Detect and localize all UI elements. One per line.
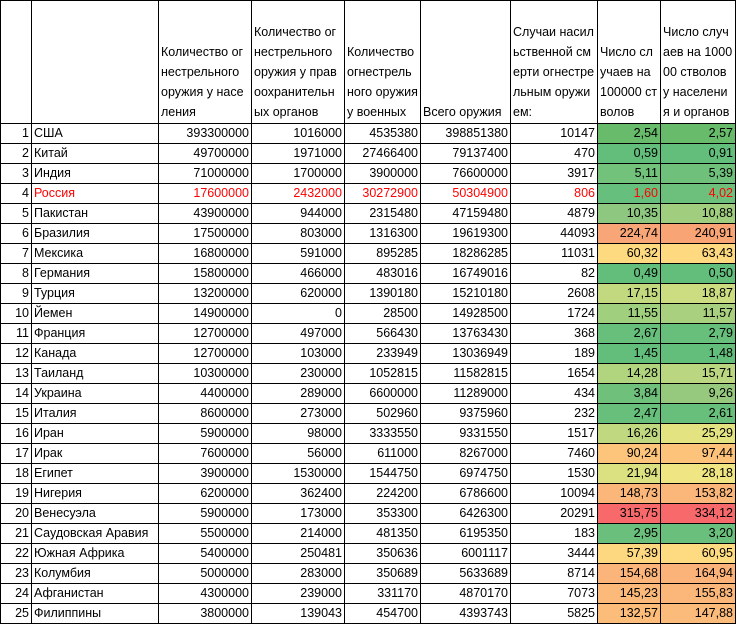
rate-total-cell[interactable]: 90,24 [598, 444, 661, 464]
police-guns-cell[interactable]: 289000 [252, 384, 345, 404]
rate-civ-police-cell[interactable]: 4,02 [661, 184, 736, 204]
civilian-guns-cell[interactable]: 17600000 [159, 184, 252, 204]
rate-civ-police-cell[interactable]: 2,57 [661, 124, 736, 144]
military-guns-cell[interactable]: 233949 [345, 344, 421, 364]
table-row [1, 124, 736, 144]
header-cell-military-guns[interactable]: Количество огнестрельного оружия у военных [345, 1, 421, 124]
table-row [1, 404, 736, 424]
rate-civ-police-cell[interactable]: 1,48 [661, 344, 736, 364]
country-cell[interactable]: Бразилия [32, 224, 159, 244]
civilian-guns-cell[interactable]: 14900000 [159, 304, 252, 324]
police-guns-cell[interactable]: 803000 [252, 224, 345, 244]
gun-deaths-cell[interactable]: 20291 [511, 504, 598, 524]
total-guns-cell[interactable]: 6195350 [421, 524, 511, 544]
gun-deaths-cell[interactable]: 10147 [511, 124, 598, 144]
total-guns-cell[interactable]: 16749016 [421, 264, 511, 284]
row-index-cell[interactable]: 16 [1, 424, 32, 444]
country-cell[interactable]: Филиппины [32, 604, 159, 624]
header-cell-index[interactable] [1, 1, 32, 124]
country-cell[interactable]: Ирак [32, 444, 159, 464]
total-guns-cell[interactable]: 6974750 [421, 464, 511, 484]
row-index-cell[interactable]: 4 [1, 184, 32, 204]
table-row [1, 504, 736, 524]
rate-total-cell[interactable]: 154,68 [598, 564, 661, 584]
total-guns-cell[interactable]: 11582815 [421, 364, 511, 384]
military-guns-cell[interactable]: 481350 [345, 524, 421, 544]
rate-civ-police-cell[interactable]: 5,39 [661, 164, 736, 184]
header-cell-gun-deaths[interactable]: Случаи насильственной смерти огнестрельным оружием: [511, 1, 598, 124]
header-cell-police-guns[interactable]: Количество огнестрельного оружия у правоохранительных органов [252, 1, 345, 124]
civilian-guns-cell[interactable]: 15800000 [159, 264, 252, 284]
table-row [1, 184, 736, 204]
police-guns-cell[interactable]: 1971000 [252, 144, 345, 164]
military-guns-cell[interactable]: 224200 [345, 484, 421, 504]
total-guns-cell[interactable]: 14928500 [421, 304, 511, 324]
row-index-cell[interactable]: 10 [1, 304, 32, 324]
total-guns-cell[interactable]: 18286285 [421, 244, 511, 264]
rate-civ-police-cell[interactable]: 97,44 [661, 444, 736, 464]
gun-deaths-cell[interactable]: 1517 [511, 424, 598, 444]
row-index-cell[interactable]: 15 [1, 404, 32, 424]
row-index-cell[interactable]: 1 [1, 124, 32, 144]
row-index-cell[interactable]: 23 [1, 564, 32, 584]
civilian-guns-cell[interactable]: 3900000 [159, 464, 252, 484]
rate-civ-police-cell[interactable]: 2,79 [661, 324, 736, 344]
table-row [1, 344, 736, 364]
rate-total-cell[interactable]: 14,28 [598, 364, 661, 384]
total-guns-cell[interactable]: 4870170 [421, 584, 511, 604]
rate-civ-police-cell[interactable]: 2,61 [661, 404, 736, 424]
gun-deaths-cell[interactable]: 1530 [511, 464, 598, 484]
row-index-cell[interactable]: 11 [1, 324, 32, 344]
rate-civ-police-cell[interactable]: 0,50 [661, 264, 736, 284]
gun-deaths-cell[interactable]: 3917 [511, 164, 598, 184]
military-guns-cell[interactable]: 331170 [345, 584, 421, 604]
row-index-cell[interactable]: 19 [1, 484, 32, 504]
table-row [1, 544, 736, 564]
police-guns-cell[interactable]: 944000 [252, 204, 345, 224]
military-guns-cell[interactable]: 895285 [345, 244, 421, 264]
total-guns-cell[interactable]: 4393743 [421, 604, 511, 624]
rate-civ-police-cell[interactable]: 155,83 [661, 584, 736, 604]
civilian-guns-cell[interactable]: 17500000 [159, 224, 252, 244]
rate-total-cell[interactable]: 2,95 [598, 524, 661, 544]
row-index-cell[interactable]: 5 [1, 204, 32, 224]
table-row [1, 564, 736, 584]
civilian-guns-cell[interactable]: 10300000 [159, 364, 252, 384]
table-row [1, 484, 736, 504]
row-index-cell[interactable]: 25 [1, 604, 32, 624]
police-guns-cell[interactable]: 2432000 [252, 184, 345, 204]
civilian-guns-cell[interactable]: 5900000 [159, 424, 252, 444]
rate-total-cell[interactable]: 11,55 [598, 304, 661, 324]
total-guns-cell[interactable]: 398851380 [421, 124, 511, 144]
total-guns-cell[interactable]: 5633689 [421, 564, 511, 584]
table-row [1, 524, 736, 544]
rate-total-cell[interactable]: 148,73 [598, 484, 661, 504]
gun-deaths-cell[interactable]: 7460 [511, 444, 598, 464]
row-index-cell[interactable]: 7 [1, 244, 32, 264]
police-guns-cell[interactable]: 56000 [252, 444, 345, 464]
country-cell[interactable]: Южная Африка [32, 544, 159, 564]
police-guns-cell[interactable]: 362400 [252, 484, 345, 504]
rate-total-cell[interactable]: 17,15 [598, 284, 661, 304]
rate-total-cell[interactable]: 132,57 [598, 604, 661, 624]
gun-deaths-cell[interactable]: 368 [511, 324, 598, 344]
table-row [1, 424, 736, 444]
header-cell-rate-total[interactable]: Число случаев на 100000 стволов [598, 1, 661, 124]
country-cell[interactable]: Афганистан [32, 584, 159, 604]
country-cell[interactable]: Канада [32, 344, 159, 364]
header-row [1, 1, 736, 124]
civilian-guns-cell[interactable]: 5500000 [159, 524, 252, 544]
rate-total-cell[interactable]: 5,11 [598, 164, 661, 184]
table-row [1, 444, 736, 464]
rate-total-cell[interactable]: 57,39 [598, 544, 661, 564]
gun-deaths-cell[interactable]: 434 [511, 384, 598, 404]
gun-deaths-cell[interactable]: 7073 [511, 584, 598, 604]
civilian-guns-cell[interactable]: 7600000 [159, 444, 252, 464]
total-guns-cell[interactable]: 79137400 [421, 144, 511, 164]
header-cell-total-guns[interactable]: Всего оружия [421, 1, 511, 124]
police-guns-cell[interactable]: 0 [252, 304, 345, 324]
rate-total-cell[interactable]: 0,49 [598, 264, 661, 284]
gun-deaths-cell[interactable]: 183 [511, 524, 598, 544]
police-guns-cell[interactable]: 214000 [252, 524, 345, 544]
rate-civ-police-cell[interactable]: 11,57 [661, 304, 736, 324]
rate-civ-police-cell[interactable]: 15,71 [661, 364, 736, 384]
total-guns-cell[interactable]: 9331550 [421, 424, 511, 444]
table-row [1, 224, 736, 244]
civilian-guns-cell[interactable]: 393300000 [159, 124, 252, 144]
country-cell[interactable]: Украина [32, 384, 159, 404]
military-guns-cell[interactable]: 1390180 [345, 284, 421, 304]
header-cell-country[interactable] [32, 1, 159, 124]
rate-total-cell[interactable]: 2,47 [598, 404, 661, 424]
police-guns-cell[interactable]: 591000 [252, 244, 345, 264]
rate-total-cell[interactable]: 145,23 [598, 584, 661, 604]
rate-civ-police-cell[interactable]: 153,82 [661, 484, 736, 504]
row-index-cell[interactable]: 22 [1, 544, 32, 564]
total-guns-cell[interactable]: 47159480 [421, 204, 511, 224]
country-cell[interactable]: Индия [32, 164, 159, 184]
gun-deaths-cell[interactable]: 8714 [511, 564, 598, 584]
country-cell[interactable]: Италия [32, 404, 159, 424]
table-row [1, 364, 736, 384]
rate-total-cell[interactable]: 1,45 [598, 344, 661, 364]
police-guns-cell[interactable]: 1016000 [252, 124, 345, 144]
civilian-guns-cell[interactable]: 13200000 [159, 284, 252, 304]
rate-civ-police-cell[interactable]: 60,95 [661, 544, 736, 564]
military-guns-cell[interactable]: 353300 [345, 504, 421, 524]
header-cell-rate-civ-police[interactable]: Число случаев на 100000 стволов у населения и органов [661, 1, 736, 124]
total-guns-cell[interactable]: 8267000 [421, 444, 511, 464]
police-guns-cell[interactable]: 497000 [252, 324, 345, 344]
rate-total-cell[interactable]: 224,74 [598, 224, 661, 244]
rate-civ-police-cell[interactable]: 10,88 [661, 204, 736, 224]
gun-deaths-cell[interactable]: 1654 [511, 364, 598, 384]
country-cell[interactable]: Нигерия [32, 484, 159, 504]
military-guns-cell[interactable]: 350636 [345, 544, 421, 564]
total-guns-cell[interactable]: 19619300 [421, 224, 511, 244]
table-row [1, 384, 736, 404]
civilian-guns-cell[interactable]: 12700000 [159, 324, 252, 344]
rate-civ-police-cell[interactable]: 9,26 [661, 384, 736, 404]
rate-total-cell[interactable]: 10,35 [598, 204, 661, 224]
rate-total-cell[interactable]: 2,54 [598, 124, 661, 144]
country-cell[interactable]: США [32, 124, 159, 144]
country-cell[interactable]: Германия [32, 264, 159, 284]
table-row [1, 264, 736, 284]
civilian-guns-cell[interactable]: 8600000 [159, 404, 252, 424]
total-guns-cell[interactable]: 13763430 [421, 324, 511, 344]
military-guns-cell[interactable]: 6600000 [345, 384, 421, 404]
police-guns-cell[interactable]: 250481 [252, 544, 345, 564]
gun-deaths-cell[interactable]: 3444 [511, 544, 598, 564]
civilian-guns-cell[interactable]: 5000000 [159, 564, 252, 584]
police-guns-cell[interactable]: 283000 [252, 564, 345, 584]
civilian-guns-cell[interactable]: 5400000 [159, 544, 252, 564]
table-row [1, 204, 736, 224]
row-index-cell[interactable]: 8 [1, 264, 32, 284]
military-guns-cell[interactable]: 28500 [345, 304, 421, 324]
row-index-cell[interactable]: 18 [1, 464, 32, 484]
country-cell[interactable]: Венесуэла [32, 504, 159, 524]
police-guns-cell[interactable]: 103000 [252, 344, 345, 364]
total-guns-cell[interactable]: 11289000 [421, 384, 511, 404]
rate-total-cell[interactable]: 3,84 [598, 384, 661, 404]
military-guns-cell[interactable]: 1316300 [345, 224, 421, 244]
military-guns-cell[interactable]: 2315480 [345, 204, 421, 224]
country-cell[interactable]: Россия [32, 184, 159, 204]
country-cell[interactable]: Йемен [32, 304, 159, 324]
total-guns-cell[interactable]: 9375960 [421, 404, 511, 424]
military-guns-cell[interactable]: 3900000 [345, 164, 421, 184]
gun-deaths-cell[interactable]: 2608 [511, 284, 598, 304]
gun-deaths-cell[interactable]: 1724 [511, 304, 598, 324]
police-guns-cell[interactable]: 273000 [252, 404, 345, 424]
gun-deaths-cell[interactable]: 189 [511, 344, 598, 364]
civilian-guns-cell[interactable]: 4300000 [159, 584, 252, 604]
row-index-cell[interactable]: 20 [1, 504, 32, 524]
total-guns-cell[interactable]: 13036949 [421, 344, 511, 364]
military-guns-cell[interactable]: 3333550 [345, 424, 421, 444]
country-cell[interactable]: Китай [32, 144, 159, 164]
table-row [1, 284, 736, 304]
country-cell[interactable]: Таиланд [32, 364, 159, 384]
row-index-cell[interactable]: 12 [1, 344, 32, 364]
country-cell[interactable]: Египет [32, 464, 159, 484]
rate-total-cell[interactable]: 0,59 [598, 144, 661, 164]
civilian-guns-cell[interactable]: 71000000 [159, 164, 252, 184]
gun-deaths-cell[interactable]: 470 [511, 144, 598, 164]
police-guns-cell[interactable]: 620000 [252, 284, 345, 304]
gun-deaths-cell[interactable]: 806 [511, 184, 598, 204]
military-guns-cell[interactable]: 454700 [345, 604, 421, 624]
civilian-guns-cell[interactable]: 5900000 [159, 504, 252, 524]
rate-total-cell[interactable]: 60,32 [598, 244, 661, 264]
gun-deaths-cell[interactable]: 5825 [511, 604, 598, 624]
rate-civ-police-cell[interactable]: 164,94 [661, 564, 736, 584]
table-row [1, 584, 736, 604]
rate-total-cell[interactable]: 16,26 [598, 424, 661, 444]
gun-deaths-cell[interactable]: 82 [511, 264, 598, 284]
total-guns-cell[interactable]: 6786600 [421, 484, 511, 504]
rate-total-cell[interactable]: 315,75 [598, 504, 661, 524]
civilian-guns-cell[interactable]: 43900000 [159, 204, 252, 224]
country-cell[interactable]: Иран [32, 424, 159, 444]
military-guns-cell[interactable]: 1544750 [345, 464, 421, 484]
total-guns-cell[interactable]: 6001117 [421, 544, 511, 564]
military-guns-cell[interactable]: 566430 [345, 324, 421, 344]
gun-deaths-cell[interactable]: 11031 [511, 244, 598, 264]
gun-deaths-cell[interactable]: 10094 [511, 484, 598, 504]
military-guns-cell[interactable]: 4535380 [345, 124, 421, 144]
police-guns-cell[interactable]: 173000 [252, 504, 345, 524]
rate-civ-police-cell[interactable]: 28,18 [661, 464, 736, 484]
civilian-guns-cell[interactable]: 16800000 [159, 244, 252, 264]
police-guns-cell[interactable]: 1530000 [252, 464, 345, 484]
row-index-cell[interactable]: 24 [1, 584, 32, 604]
military-guns-cell[interactable]: 350689 [345, 564, 421, 584]
table-row [1, 464, 736, 484]
country-cell[interactable]: Саудовская Аравия [32, 524, 159, 544]
country-cell[interactable]: Пакистан [32, 204, 159, 224]
total-guns-cell[interactable]: 76600000 [421, 164, 511, 184]
table-row [1, 164, 736, 184]
country-cell[interactable]: Колумбия [32, 564, 159, 584]
total-guns-cell[interactable]: 15210180 [421, 284, 511, 304]
total-guns-cell[interactable]: 6426300 [421, 504, 511, 524]
gun-deaths-cell[interactable]: 44093 [511, 224, 598, 244]
rate-civ-police-cell[interactable]: 240,91 [661, 224, 736, 244]
row-index-cell[interactable]: 13 [1, 364, 32, 384]
rate-civ-police-cell[interactable]: 3,20 [661, 524, 736, 544]
rate-civ-police-cell[interactable]: 63,43 [661, 244, 736, 264]
military-guns-cell[interactable]: 1052815 [345, 364, 421, 384]
civilian-guns-cell[interactable]: 4400000 [159, 384, 252, 404]
rate-total-cell[interactable]: 2,67 [598, 324, 661, 344]
header-cell-civilian-guns[interactable]: Количество огнестрельного оружия у населения [159, 1, 252, 124]
military-guns-cell[interactable]: 502960 [345, 404, 421, 424]
police-guns-cell[interactable]: 466000 [252, 264, 345, 284]
military-guns-cell[interactable]: 483016 [345, 264, 421, 284]
rate-civ-police-cell[interactable]: 147,88 [661, 604, 736, 624]
country-cell[interactable]: Турция [32, 284, 159, 304]
rate-civ-police-cell[interactable]: 25,29 [661, 424, 736, 444]
table-row [1, 144, 736, 164]
police-guns-cell[interactable]: 1700000 [252, 164, 345, 184]
row-index-cell[interactable]: 3 [1, 164, 32, 184]
gun-deaths-cell[interactable]: 4879 [511, 204, 598, 224]
table-row [1, 304, 736, 324]
row-index-cell[interactable]: 14 [1, 384, 32, 404]
row-index-cell[interactable]: 6 [1, 224, 32, 244]
civilian-guns-cell[interactable]: 49700000 [159, 144, 252, 164]
row-index-cell[interactable]: 17 [1, 444, 32, 464]
total-guns-cell[interactable]: 50304900 [421, 184, 511, 204]
table-row [1, 324, 736, 344]
police-guns-cell[interactable]: 98000 [252, 424, 345, 444]
rate-total-cell[interactable]: 21,94 [598, 464, 661, 484]
military-guns-cell[interactable]: 27466400 [345, 144, 421, 164]
row-index-cell[interactable]: 21 [1, 524, 32, 544]
rate-civ-police-cell[interactable]: 18,87 [661, 284, 736, 304]
rate-civ-police-cell[interactable]: 334,12 [661, 504, 736, 524]
rate-civ-police-cell[interactable]: 0,91 [661, 144, 736, 164]
military-guns-cell[interactable]: 611000 [345, 444, 421, 464]
table-row [1, 244, 736, 264]
table-row [1, 604, 736, 624]
civilian-guns-cell[interactable]: 3800000 [159, 604, 252, 624]
police-guns-cell[interactable]: 230000 [252, 364, 345, 384]
civilian-guns-cell[interactable]: 6200000 [159, 484, 252, 504]
police-guns-cell[interactable]: 239000 [252, 584, 345, 604]
country-cell[interactable]: Франция [32, 324, 159, 344]
police-guns-cell[interactable]: 139043 [252, 604, 345, 624]
gun-deaths-cell[interactable]: 232 [511, 404, 598, 424]
row-index-cell[interactable]: 9 [1, 284, 32, 304]
military-guns-cell[interactable]: 30272900 [345, 184, 421, 204]
row-index-cell[interactable]: 2 [1, 144, 32, 164]
rate-total-cell[interactable]: 1,60 [598, 184, 661, 204]
civilian-guns-cell[interactable]: 12700000 [159, 344, 252, 364]
country-cell[interactable]: Мексика [32, 244, 159, 264]
